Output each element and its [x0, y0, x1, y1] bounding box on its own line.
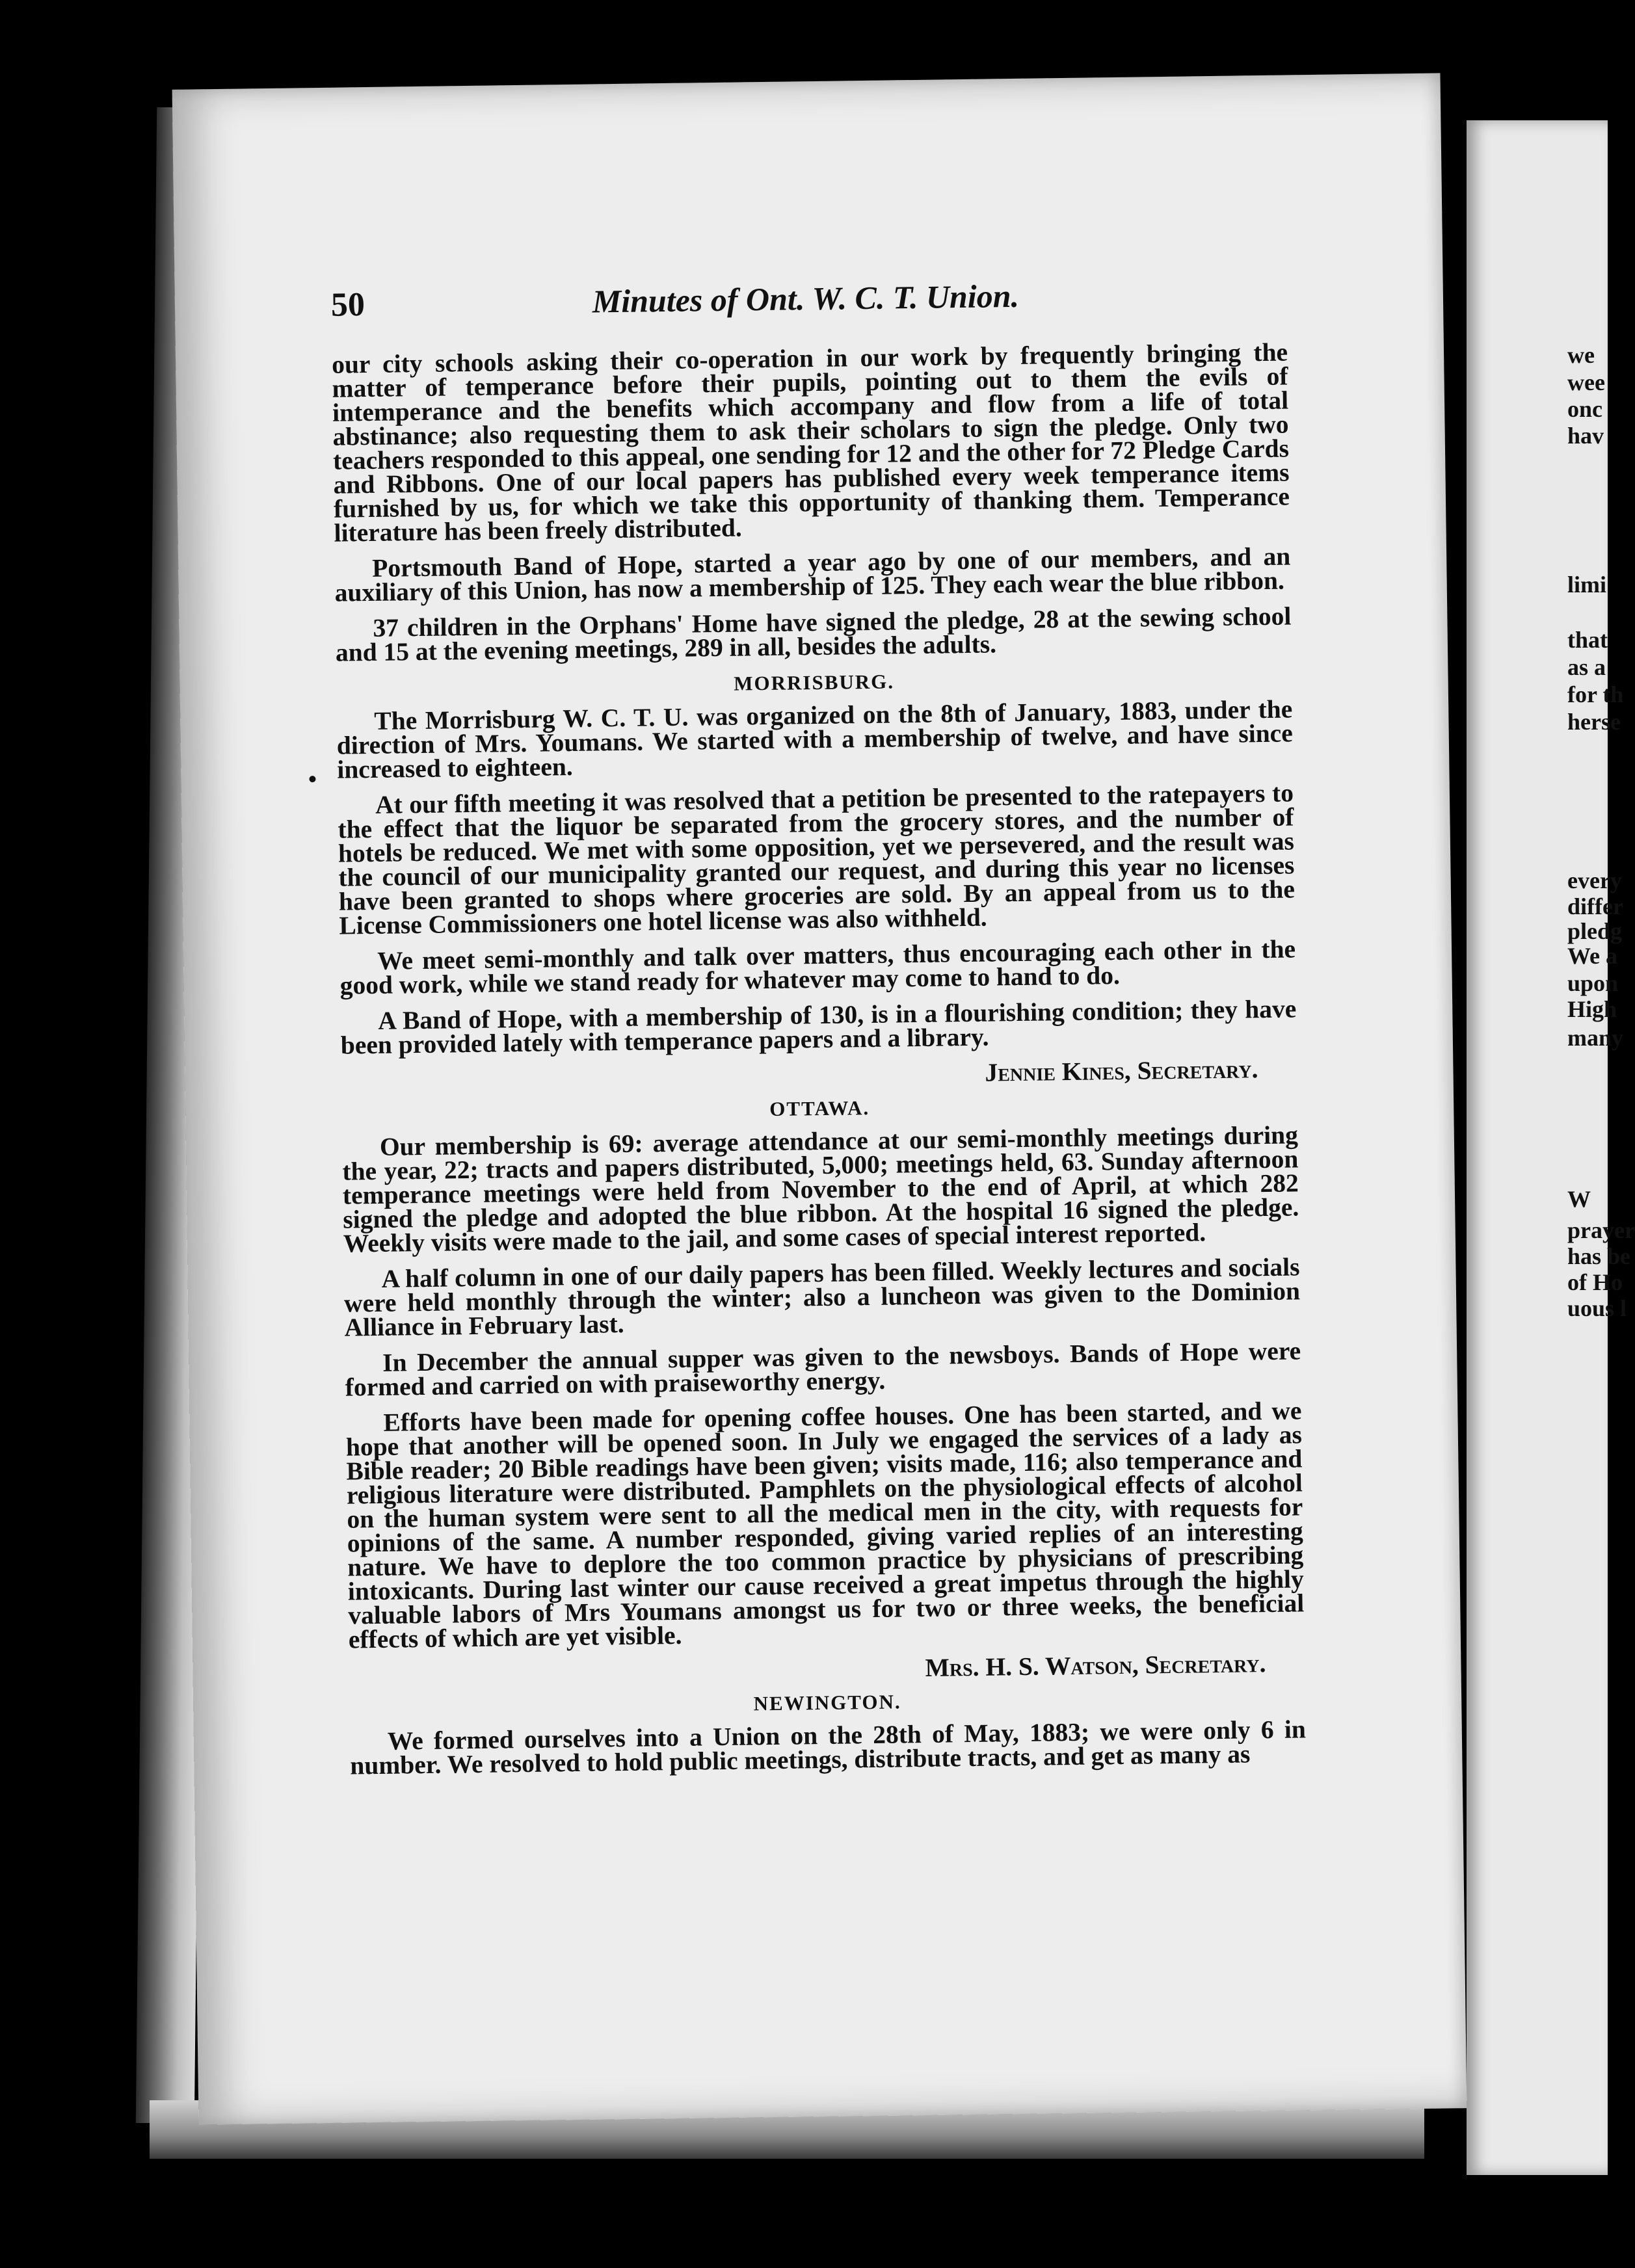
fragment-line: for th [1567, 681, 1624, 707]
page-body [331, 337, 1307, 1789]
facing-page-fragment [1467, 120, 1635, 2175]
fragment-line: wee [1567, 369, 1605, 395]
paragraph: We formed ourselves into a Union on the 28th of May, 1883; we were only 6 in number. We resolved to hold public meetings, distribute tracts, and get as many as [350, 1715, 1307, 1780]
fragment-line: High [1567, 996, 1617, 1022]
fragment-line: pledg [1567, 918, 1623, 944]
fragment-line: W [1567, 1186, 1591, 1212]
paragraph: The Morrisburg W. C. T. U. was organized on the 8th of January, 1883, under the direction of Mrs. Youmans. We started with a membership of twelve, and have since increased to eighteen. [336, 694, 1293, 784]
paragraph: A half column in one of our daily papers has been filled. Weekly lectures and socials were held monthly through the winter; also a luncheon was given to the Dominion Alliance in February last. [343, 1252, 1301, 1342]
fragment-line: uous l [1567, 1295, 1627, 1321]
signature-morrisburg: Jennie Kines, Secretary. [985, 1055, 1258, 1087]
fragment-line: differ [1567, 893, 1623, 919]
fragment-line: many [1567, 1025, 1624, 1051]
facing-page-text [1467, 120, 1635, 2175]
paragraph: Portsmouth Band of Hope, started a year ago by one of our members, and an auxiliary of this Union, has now a membership of 125. They each wear the blue ribbon. [334, 542, 1291, 607]
paragraph: 37 children in the Orphans' Home have signed the pledge, 28 at the sewing school and 15 at the evening meetings, 289 in all, besides the adults. [335, 601, 1292, 667]
section-heading-morrisburg: MORRISBURG. [734, 670, 895, 695]
paragraph: Our membership is 69: average attendance at our semi-monthly meetings during the year, 22; tracts and papers distributed, 5,000; meetings held, 63. Sunday afternoon temperance meetings were held from November to the end of April, at which 282 signed the pledge and adopted the blue ribbon. At the hospital 16 signed the pledge. Weekly visits were made to the jail, and some cases of special interest reported. [342, 1120, 1299, 1258]
fragment-line: prayer [1567, 1217, 1635, 1243]
fragment-line: of Ho [1567, 1269, 1623, 1295]
paragraph: We meet semi-monthly and talk over matters, thus encouraging each other in the good work, while we stand ready for whatever may come to hand to do. [339, 934, 1296, 1000]
fragment-line: upon [1567, 970, 1619, 996]
book-page [172, 73, 1467, 2124]
page-header [331, 274, 1281, 325]
section-heading-newington: NEWINGTON. [753, 1690, 901, 1715]
fragment-line: limi [1567, 572, 1606, 598]
paragraph: At our fifth meeting it was resolved that a petition be presented to the ratepayers to the effect that the liquor be separated from the grocery stores, and the number of hotels be reduced. We met with some opposition, yet we persevered, and the result was the council of our municipality granted our request, and during this year no licenses have been granted to shops where groceries are sold. By an appeal from us to the License Commissioners one hotel license was also withheld. [338, 778, 1296, 940]
fragment-line: that [1567, 627, 1608, 653]
section-heading-ottawa: OTTAWA. [769, 1096, 870, 1121]
fragment-line: onc [1567, 396, 1602, 422]
fragment-line: we [1567, 342, 1595, 368]
fragment-line: herse [1567, 709, 1621, 735]
running-title: Minutes of Ont. W. C. T. Union. [592, 277, 1020, 320]
ink-dot [309, 776, 315, 782]
fragment-line: hav [1567, 423, 1604, 449]
paragraph: In December the annual supper was given to the newsboys. Bands of Hope were formed and carried on with praiseworthy energy. [345, 1336, 1301, 1402]
signature-ottawa: Mrs. H. S. Watson, Secretary. [925, 1649, 1266, 1682]
fragment-line: has be [1567, 1243, 1631, 1269]
paragraph: A Band of Hope, with a membership of 130, is in a flourishing condition; they have been provided lately with temperance papers and a library. [340, 994, 1297, 1060]
fragment-line: We a [1567, 943, 1617, 969]
fragment-line: every [1567, 867, 1622, 893]
page-number: 50 [330, 286, 366, 324]
paragraph: our city schools asking their co-operation in our work by frequently bringing the matter of temperance before their pupils, pointing out to them the evils of intemperance and the benefits which accompany and flow from a life of total abstinance; also requesting them to ask their scholars to sign the pledge. Only two teachers responded to this appeal, one sending for 12 and the other for 72 Pledge Cards and Ribbons. One of our local papers has published every week temperance items furnished by us, for which we take this opportunity of thanking them. Temperance literature has been freely distributed. [331, 337, 1290, 547]
paragraph: Efforts have been made for opening coffee houses. One has been started, and we hope that another will be opened soon. In July we engaged the services of a lady as Bible reader; 20 Bible readings have been given; visits made, 116; also temperance and religious literature were distributed. Pamphlets on the physiological effects of alcohol on the human system were sent to all the medical men in the city, with requests for opinions of the same. A number responded, giving varied replies of an interesting nature. We have to deplore the too common practice by physicians of prescribing intoxicants. During last winter our cause received a great impetus through the highly valuable labors of Mrs Youmans amongst us for two or three weeks, the beneficial effects of which are yet visible. [345, 1396, 1305, 1654]
fragment-line: as a [1567, 654, 1606, 680]
